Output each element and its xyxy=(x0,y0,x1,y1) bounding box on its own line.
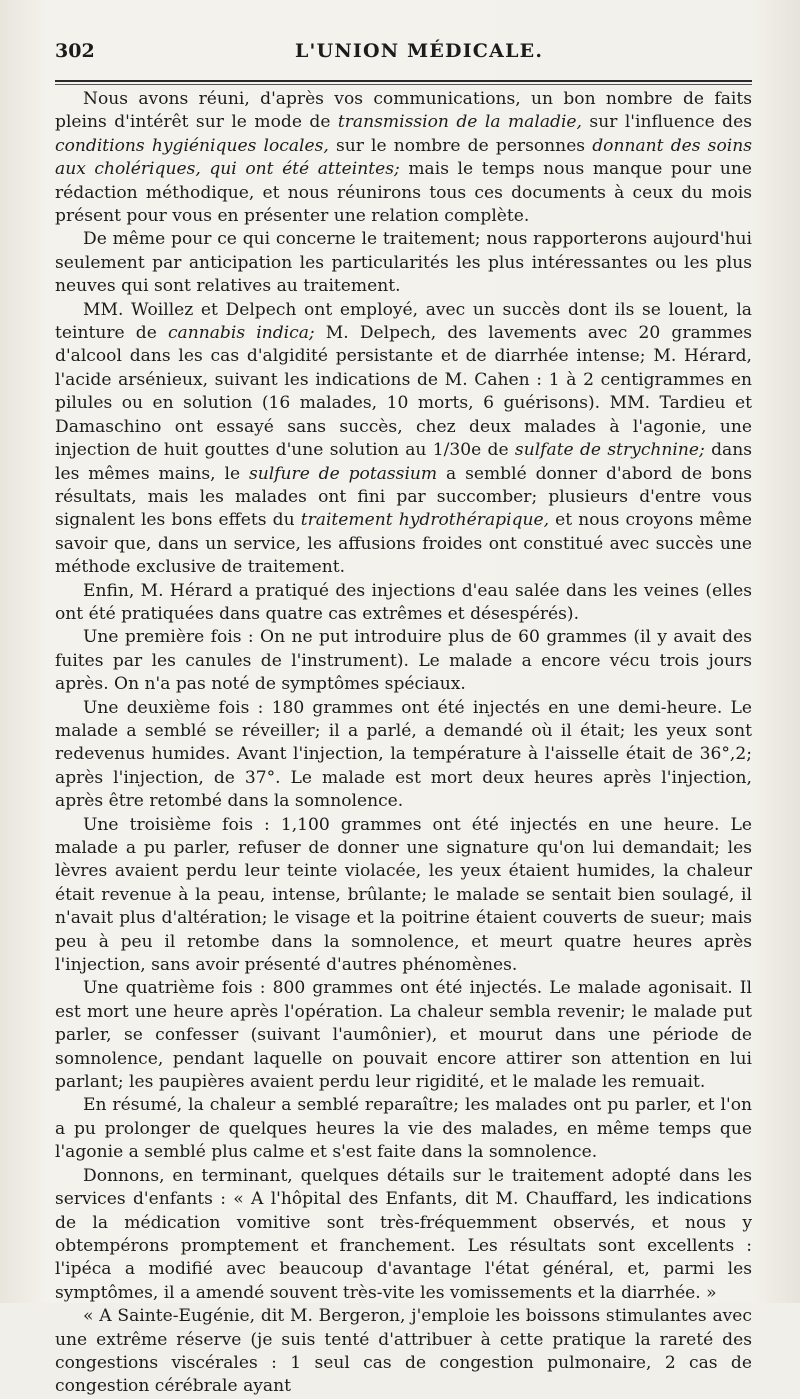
paragraph xyxy=(55,626,752,696)
page-number: 302 xyxy=(55,40,95,62)
running-title: L'UNION MÉDICALE. xyxy=(295,40,544,62)
text-run: et nous croyons même savoir que, dans un service, les affusions froides ont constitué avec succès une méthode exclusive de traitement. xyxy=(55,510,752,578)
italic-run: traitement hydrothérapique, xyxy=(300,510,550,531)
paragraph xyxy=(55,977,752,1094)
text-run: Une première fois : On ne put introduire plus de 60 grammes (il y avait des fuites par les canules de l'instrument). Le malade a encore vécu trois jours après. On n'a pas noté de symptômes spéciaux. xyxy=(55,627,752,695)
header-rule xyxy=(55,80,752,85)
page-header xyxy=(55,40,752,74)
italic-run: sulfure de potassium xyxy=(248,463,438,484)
text-run: Une deuxième fois : 180 grammes ont été injectés en une demi-heure. Le malade a semblé se réveiller; il a parlé, a demandé où il était; les yeux sont redevenus humides. Avant l'injection, la température à l'aisselle était de 36°,2; après l'injection, de 37°. Le malade est mort deux heures après l'injection, après être retombé dans la somnolence. xyxy=(55,697,752,812)
italic-run: sulfate de strychnine; xyxy=(514,440,705,461)
paragraph xyxy=(55,1305,752,1399)
text-run: Une troisième fois : 1,100 grammes ont été injectés en une heure. Le malade a pu parler, refuser de donner une signature qu'on lui demandait; les lèvres avaient perdu leur teinte violacée, les yeux étaient humides, la chaleur était revenue à la peau, intense, brûlante; le malade se sentait bien soulagé, il n'avait plus d'altération; le visage et la poitrine étaient couverts de sueur; mais peu à peu il retombe dans la somnolence, et meurt quatre heures après l'injection, sans avoir présenté d'autres phénomènes. xyxy=(55,814,752,976)
text-run: sur l'influence des xyxy=(581,112,752,133)
text-run: « A Sainte-Eugénie, dit M. Bergeron, j'emploie les boissons stimulantes avec une extrême réserve (je suis tenté d'attribuer à cette pratique la rareté des congestions viscérales : 1 seul cas de congestion pulmonaire, 2 cas de congestion cérébrale ayant xyxy=(55,1306,752,1397)
body-text xyxy=(55,88,752,1399)
paragraph xyxy=(55,88,752,228)
italic-run: cannabis indica; xyxy=(167,323,315,344)
text-run: sur le nombre de personnes xyxy=(328,135,593,156)
paragraph xyxy=(55,1165,752,1305)
paragraph xyxy=(55,580,752,627)
text-run: dans les mêmes mains, le xyxy=(55,440,753,484)
italic-run: transmission de la maladie, xyxy=(337,112,582,133)
paragraph xyxy=(55,814,752,978)
text-run: Nous avons réuni, d'après vos communications, un bon nombre de faits pleins d'intérêt sur le mode de xyxy=(55,89,752,133)
text-run: Donnons, en terminant, quelques détails sur le traitement adopté dans les services d'enfants : « A l'hôpital des Enfants, dit M. Chauffard, les indications de la médication vomitive sont très-fréquemment observés, et nous y obtempérons promptement et franchement. Les résultats sont excellents : l'ipéca a modifié avec beaucoup d'avantage l'état général, et, parmi les symptômes, il a amendé souvent très-vite les vomissements et la diarrhée. » xyxy=(55,1165,752,1303)
text-run: Une quatrième fois : 800 grammes ont été injectés. Le malade agonisait. Il est mort une heure après l'opération. La chaleur sembla revenir; le malade put parler, se confesser (suivant l'aumônier), et mourut dans une période de somnolence, pendant laquelle on pouvait encore attirer son attention en lui parlant; les paupières avaient perdu leur rigidité, et le malade les remuait. xyxy=(55,978,752,1093)
paragraph xyxy=(55,228,752,298)
paragraph xyxy=(55,1094,752,1164)
text-run: mais le temps nous manque pour une rédaction méthodique, et nous réunirons tous ces documents à ceux du mois présent pour vous en présenter une relation complète. xyxy=(55,159,752,227)
text-run: MM. Woillez et Delpech ont employé, avec un succès dont ils se louent, la teinture de xyxy=(55,299,752,344)
text-run: M. Delpech, des lavements avec 20 grammes d'alcool dans les cas d'algidité persistante et de diarrhée intense; M. Hérard, l'acide arsénieux, suivant les indications de M. Cahen : 1 à 2 centigrammes en pilules ou en solution (16 malades, 10 morts, 6 guérisons). MM. Tardieu et Damaschino ont essayé sans succès, chez deux malades à l'agonie, une injection de huit gouttes d'une solution au 1/30e de xyxy=(55,323,752,461)
text-run: De même pour ce qui concerne le traitement; nous rapporterons aujourd'hui seulement par anticipation les particularités les plus intéressantes ou les plus neuves qui sont relatives au traitement. xyxy=(55,229,752,297)
paragraph xyxy=(55,697,752,814)
text-run: En résumé, la chaleur a semblé reparaître; les malades ont pu parler, et l'on a pu prolonger de quelques heures la vie des malades, en même temps que l'agonie a semblé plus calme et s'est faite dans la somnolence. xyxy=(55,1095,752,1163)
paragraph xyxy=(55,299,752,580)
text-run: Enfin, M. Hérard a pratiqué des injections d'eau salée dans les veines (elles ont été pratiquées dans quatre cas extrêmes et désespérés). xyxy=(55,580,752,624)
italic-run: donnant des soins aux cholériques, qui ont été atteintes; xyxy=(55,135,752,180)
italic-run: conditions hygiéniques locales, xyxy=(55,135,329,156)
text-run: a semblé donner d'abord de bons résultats, mais les malades ont fini par succomber; plusieurs d'entre vous signalent les bons effets du xyxy=(55,463,752,531)
